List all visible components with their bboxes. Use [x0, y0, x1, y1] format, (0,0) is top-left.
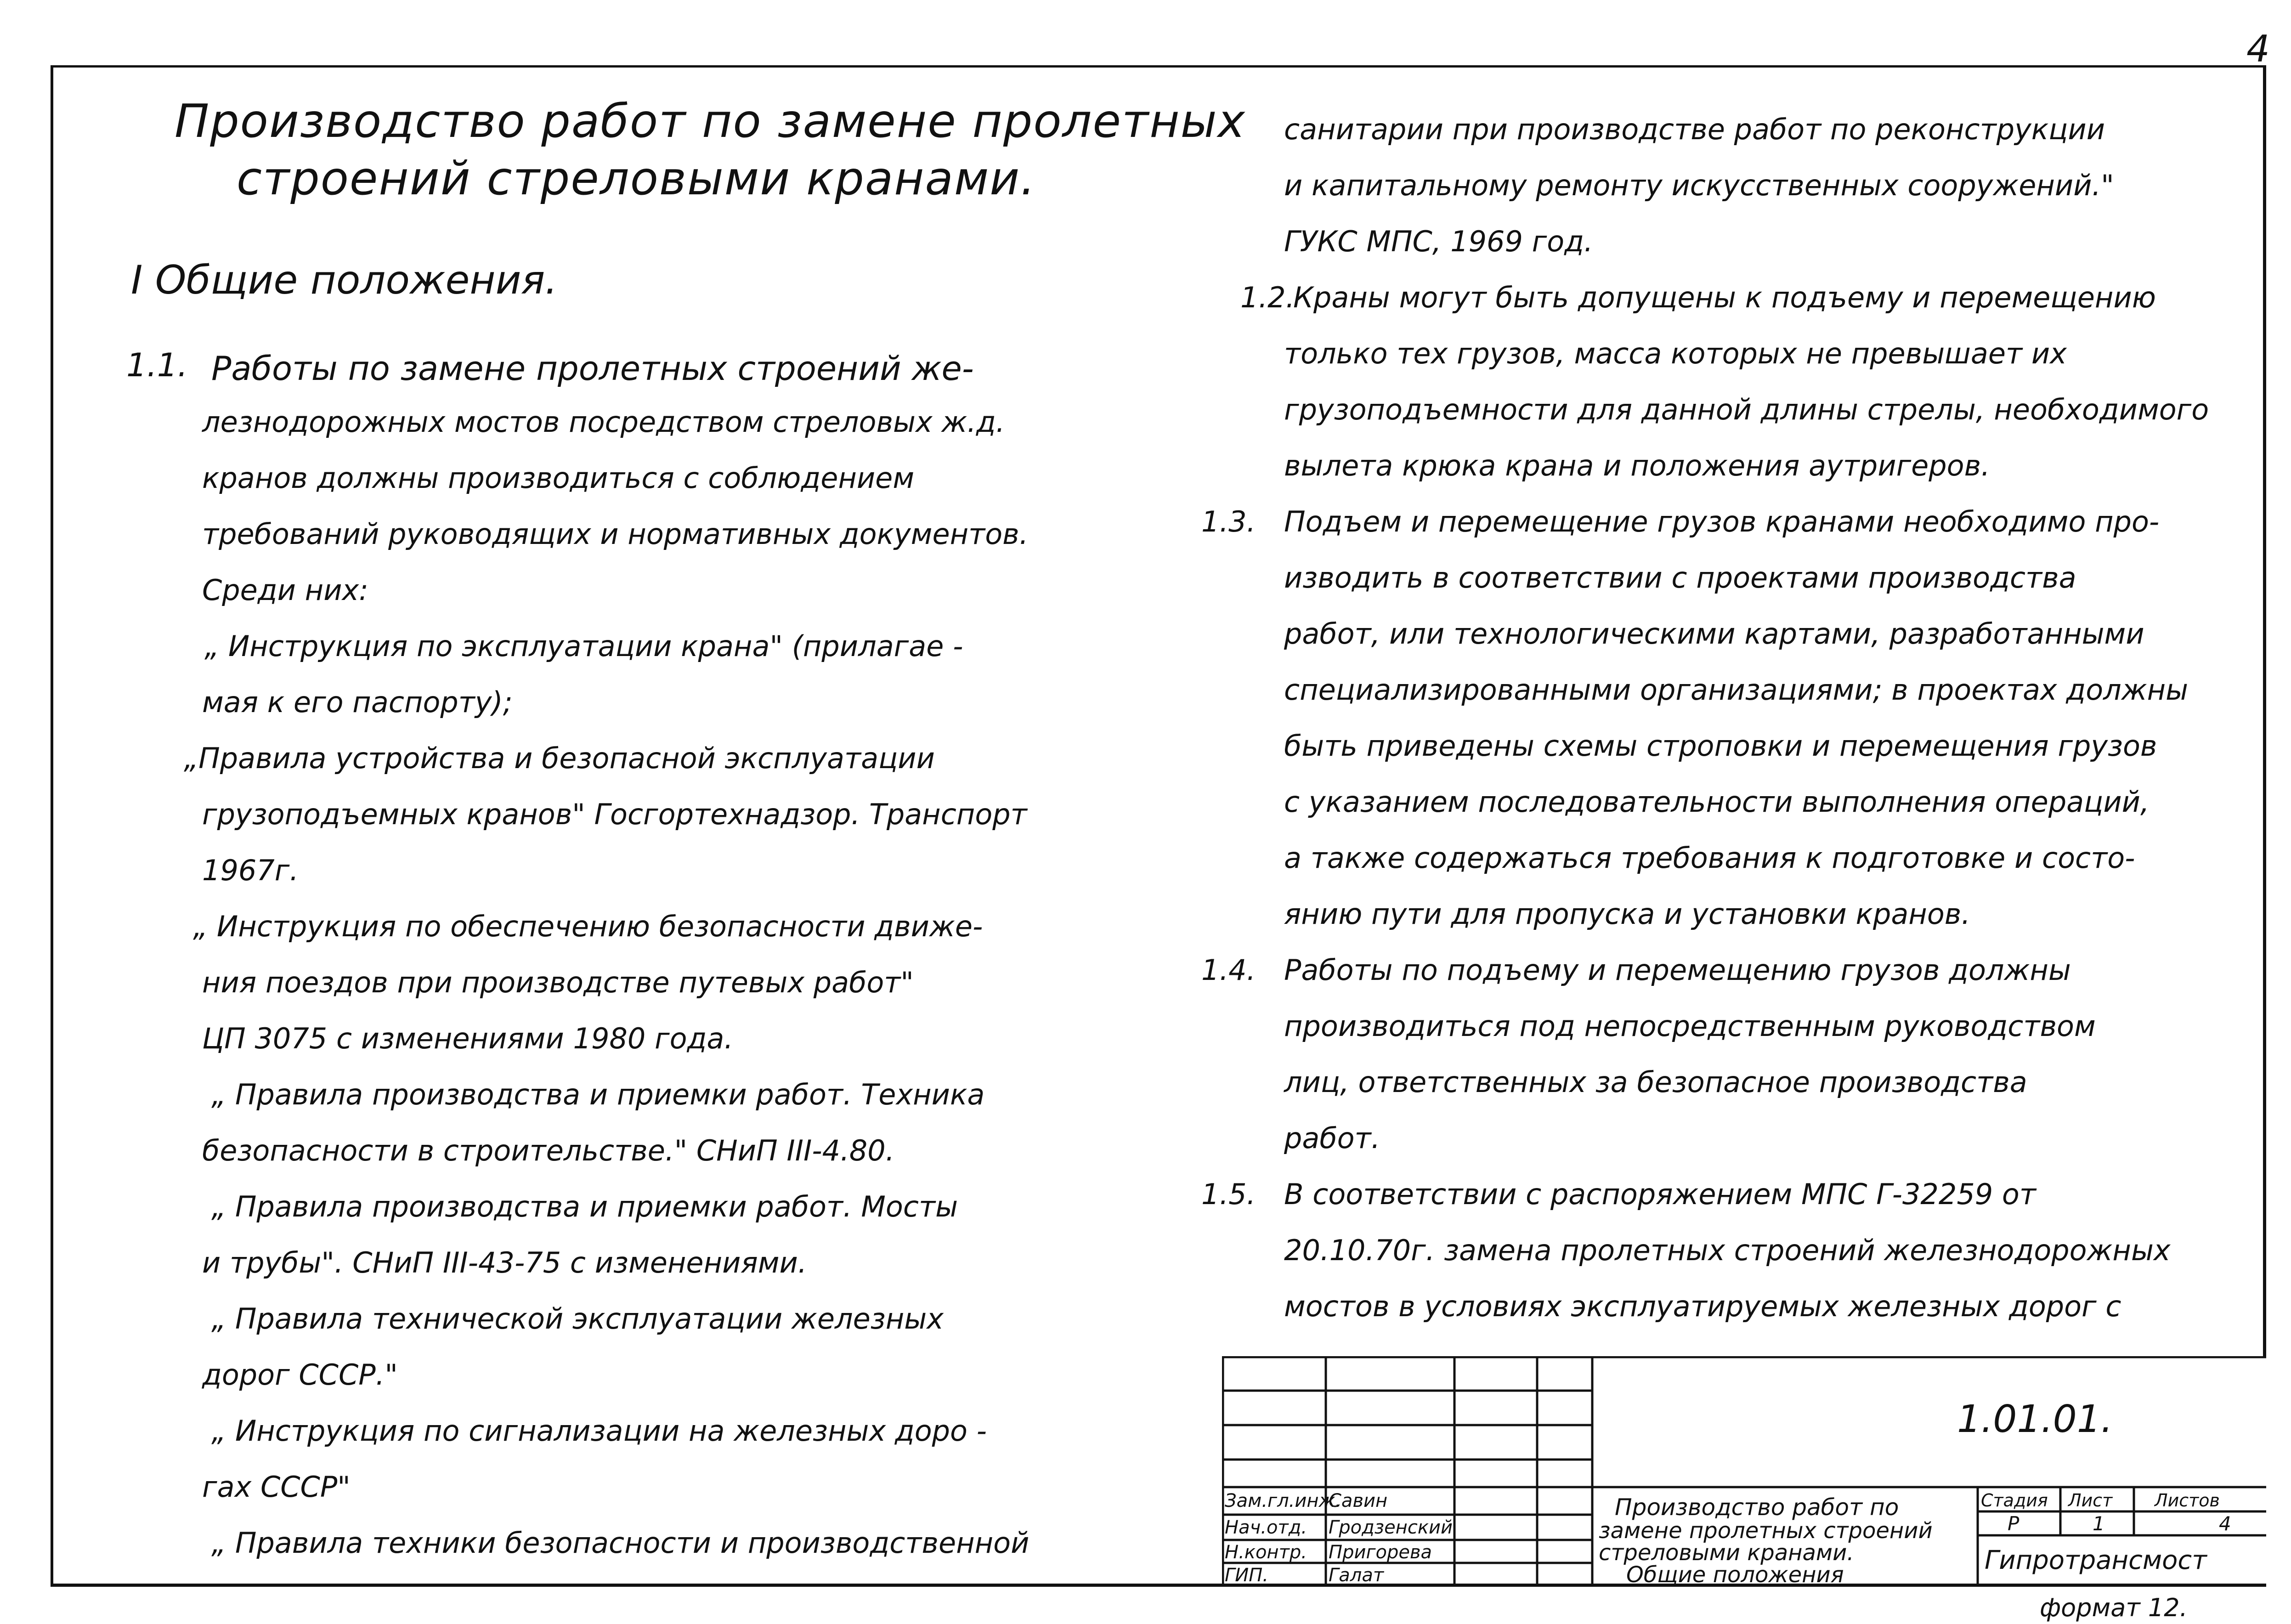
right-intro-line: и капитальному ремонту искусственных сооружений.": [1284, 169, 2114, 202]
right-text-line: специализированными организациями; в проектах должны: [1284, 673, 2189, 707]
document-title-line-1: Производство работ по замене пролетных: [175, 94, 1246, 148]
signature-name-1: Савин: [1329, 1490, 1388, 1511]
left-text-line: и трубы". СНиП III-43-75 с изменениями.: [202, 1246, 807, 1279]
clause-number: 1.5.: [1201, 1177, 1256, 1211]
right-text-line: Краны могут быть допущены к подъему и перемещению: [1293, 281, 2156, 314]
right-text-line: В соответствии с распоряжением МПС Г-32259 от: [1284, 1177, 2036, 1211]
sheet-value: 1: [2093, 1512, 2105, 1535]
stage-value: Р: [2008, 1512, 2019, 1535]
left-text-line: „ Правила производства и приемки работ. Техника: [211, 1078, 985, 1111]
left-text-line: безопасности в строительстве." СНиП III-4.80.: [202, 1134, 895, 1167]
right-text-line: лиц, ответственных за безопасное производства: [1284, 1065, 2027, 1099]
stage-label: Стадия: [1981, 1490, 2048, 1511]
left-text-line: грузоподъемных кранов" Госгортехнадзор. Транспорт: [202, 798, 1027, 831]
left-text-line: 1967г.: [202, 854, 299, 887]
doc-title-line-3: стреловыми кранами.: [1599, 1540, 1854, 1566]
left-text-line: „ Правила технической эксплуатации железных: [211, 1302, 944, 1335]
right-text-line: грузоподъемности для данной длины стрелы, необходимого: [1284, 393, 2209, 426]
left-text-line: „ Инструкция по обеспечению безопасности движе-: [193, 910, 983, 943]
document-title-line-2: строений стреловыми кранами.: [237, 152, 1036, 205]
document-code: 1.01.01.: [1957, 1398, 2113, 1441]
left-text-line: Работы по замене пролетных строений же-: [211, 349, 974, 388]
signature-name-3: Пригорева: [1329, 1542, 1432, 1563]
right-text-line: работ, или технологическими картами, разработанными: [1284, 617, 2144, 651]
drawing-frame-right-edge: [2263, 65, 2266, 1356]
left-text-line: „ Инструкция по сигнализации на железных доро -: [211, 1414, 987, 1448]
left-text-line: лезнодорожных мостов посредством стреловых ж.д.: [202, 405, 1005, 439]
signature-role-2: Нач.отд.: [1225, 1517, 1307, 1538]
right-text-line: только тех грузов, масса которых не превышает их: [1284, 337, 2067, 370]
signature-role-1: Зам.гл.инж.: [1225, 1490, 1341, 1511]
right-text-line: с указанием последовательности выполнения операций,: [1284, 785, 2150, 819]
left-text-line: „ Инструкция по эксплуатации крана" (прилагае -: [204, 629, 963, 663]
right-text-line: а также содержаться требования к подготовке и состо-: [1284, 841, 2135, 875]
right-text-line: янию пути для пропуска и установки кранов.: [1284, 897, 1971, 931]
left-text-line: кранов должны производиться с соблюдением: [202, 461, 915, 495]
page-number: 4: [2246, 28, 2270, 70]
signature-name-4: Галат: [1329, 1565, 1384, 1586]
left-text-line: гах СССР": [202, 1470, 351, 1504]
left-text-line: ния поездов при производстве путевых работ": [202, 966, 914, 999]
section-heading: I Общие положения.: [131, 257, 558, 303]
sheets-label: Листов: [2155, 1490, 2220, 1511]
signature-role-4: ГИП.: [1225, 1565, 1268, 1586]
signature-role-3: Н.контр.: [1225, 1542, 1307, 1563]
signature-name-2: Гродзенский: [1329, 1517, 1453, 1538]
clause-number-1-1: 1.1.: [126, 346, 188, 384]
left-text-line: требований руководящих и нормативных документов.: [202, 517, 1029, 551]
clause-number: 1.2.: [1240, 281, 1295, 314]
right-text-line: 20.10.70г. замена пролетных строений железнодорожных: [1284, 1234, 2171, 1267]
left-text-line: ЦП 3075 с изменениями 1980 года.: [202, 1022, 734, 1055]
left-text-line: „Правила устройства и безопасной эксплуатации: [184, 741, 935, 775]
right-text-line: вылета крюка крана и положения аутригеров.: [1284, 449, 1990, 482]
right-text-line: производиться под непосредственным руководством: [1284, 1009, 2096, 1043]
left-text-line: Среди них:: [202, 573, 369, 607]
doc-title-line-4: Общие положения: [1626, 1562, 1844, 1588]
left-text-line: „ Правила техники безопасности и производственной: [211, 1526, 1030, 1560]
sheet-format: формат 12.: [2040, 1593, 2188, 1622]
left-text-line: дорог СССР.": [202, 1358, 398, 1392]
clause-number: 1.4.: [1201, 953, 1256, 987]
sheet-label: Лист: [2068, 1490, 2113, 1511]
doc-title-line-2: замене пролетных строений: [1599, 1518, 1933, 1544]
organization-name: Гипротрансмост: [1985, 1545, 2207, 1575]
left-text-line: мая к его паспорту);: [202, 685, 513, 719]
right-text-line: изводить в соответствии с проектами производства: [1284, 561, 2076, 594]
left-text-line: „ Правила производства и приемки работ. Мосты: [211, 1190, 958, 1223]
right-intro-line: санитарии при производстве работ по реконструкции: [1284, 113, 2105, 146]
right-text-line: быть приведены схемы строповки и перемещения грузов: [1284, 729, 2157, 763]
sheets-value: 4: [2219, 1512, 2231, 1535]
doc-title-line-1: Производство работ по: [1615, 1494, 1899, 1521]
right-intro-line: ГУКС МПС, 1969 год.: [1284, 225, 1593, 258]
right-text-line: Подъем и перемещение грузов кранами необходимо про-: [1284, 505, 2160, 538]
right-text-line: работ.: [1284, 1121, 1380, 1155]
right-text-line: Работы по подъему и перемещению грузов должны: [1284, 953, 2071, 987]
right-text-line: мостов в условиях эксплуатируемых железных дорог с: [1284, 1290, 2121, 1323]
clause-number: 1.3.: [1201, 505, 1256, 538]
title-block: [1222, 1356, 2266, 1587]
